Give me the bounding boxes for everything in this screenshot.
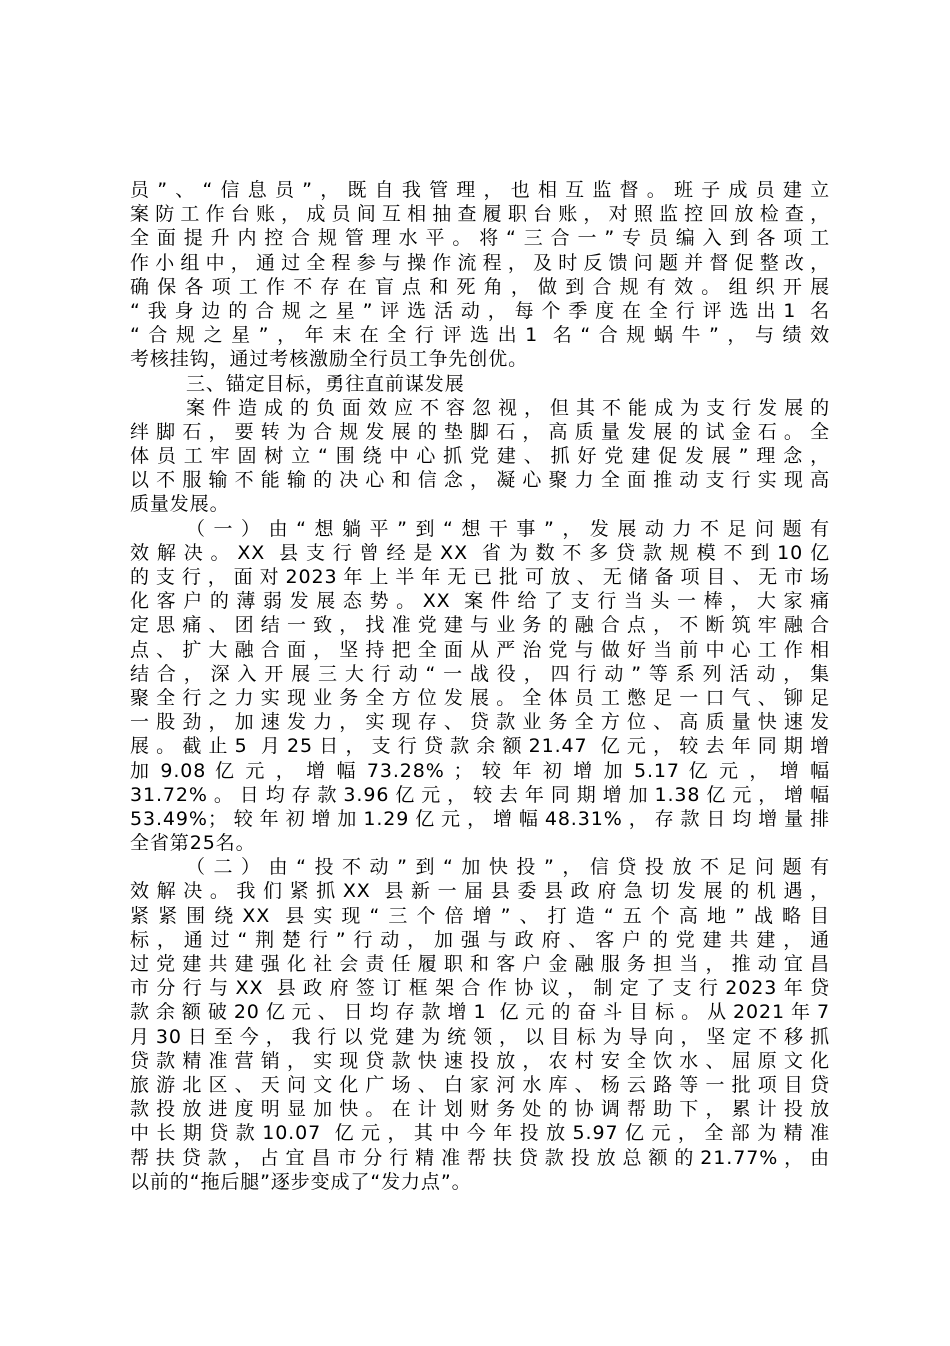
text-line: 市分行与XX 县政府签订框架合作协议，制定了支行2023年贷: [130, 977, 830, 1000]
text-line: 确保各项工作不存在盲点和死角，做到合规有效。组织开展: [130, 275, 830, 298]
document-body: [130, 178, 830, 1194]
text-line: “我身边的合规之星”评选活动，每个季度在全行评选出1 名: [130, 299, 830, 322]
text-line: 化客户的薄弱发展态势。XX 案件给了支行当头一棒，大家痛: [130, 590, 830, 613]
text-line: 标，通过“荆楚行”行动，加强与政府、客户的党建共建，通: [130, 928, 830, 951]
paragraph-end-line: 考核挂钩，通过考核激励全行员工争先创优。: [130, 348, 529, 371]
subsection-heading-line: （一）由“想躺平”到“想干事”，发展动力不足问题有: [186, 517, 830, 540]
text-line: 贷款精准营销，实现贷款快速投放，农村安全饮水、屈原文化: [130, 1049, 830, 1072]
text-line: 一股劲，加速发力，实现存、贷款业务全方位、高质量快速发: [130, 711, 830, 734]
text-line: 的支行，面对2023年上半年无已批可放、无储备项目、无市场: [130, 566, 830, 588]
text-line: “合规之星”，年末在全行评选出1 名“合规蜗牛”，与绩效: [130, 324, 830, 347]
text-line: 月30日至今，我行以党建为统领，以目标为导向，坚定不移抓: [130, 1025, 830, 1048]
text-line: 效解决。我们紧抓XX 县新一届县委县政府急切发展的机遇，: [130, 880, 830, 903]
paragraph-end-line: 以前的“拖后腿”逐步变成了“发力点”。: [130, 1170, 472, 1193]
text-line: 定思痛、团结一致，找准党建与业务的融合点，不断筑牢融合: [130, 614, 830, 637]
subsection-heading-line: （二）由“投不动”到“加快投”，信贷投放不足问题有: [186, 856, 830, 879]
text-line: 员”、“信息员”，既自我管理，也相互监督。班子成员建立: [130, 179, 830, 201]
text-line: 31.72%。日均存款3.96亿元，较去年同期增加1.38亿元，增幅: [130, 783, 830, 806]
text-line: 结合，深入开展三大行动“一战役，四行动”等系列活动，集: [130, 662, 830, 685]
paragraph-end-line: 质量发展。: [130, 493, 230, 516]
text-line: 款余额破20亿元、日均存款增1 亿元的奋斗目标。从2021年7: [130, 1001, 830, 1024]
text-line: 聚全行之力实现业务全方位发展。全体员工憋足一口气、铆足: [130, 686, 830, 709]
text-line: 绊脚石，要转为合规发展的垫脚石，高质量发展的试金石。全: [130, 420, 830, 443]
text-line: 体员工牢固树立“围绕中心抓党建、抓好党建促发展”理念，: [130, 445, 830, 468]
text-line: 中长期贷款10.07 亿元，其中今年投放5.97亿元，全部为精准: [130, 1122, 830, 1145]
paragraph-first-line: 案件造成的负面效应不容忽视，但其不能成为支行发展的: [186, 396, 830, 419]
text-line: 过党建共建强化社会责任履职和客户金融服务担当，推动宜昌: [130, 953, 830, 975]
text-line: 旅游北区、天问文化广场、白家河水库、杨云路等一批项目贷: [130, 1073, 830, 1096]
section-heading: 三、锚定目标，勇往直前谋发展: [186, 372, 465, 395]
text-line: 紧紧围绕XX 县实现“三个倍增”、打造“五个高地”战略目: [130, 904, 830, 927]
text-line: 53.49%；较年初增加1.29亿元，增幅48.31%，存款日均增量排: [130, 807, 830, 830]
text-line: 点、扩大融合面，坚持把全面从严治党与做好当前中心工作相: [130, 638, 830, 661]
text-line: 加 9.08 亿 元 ， 增 幅 73.28% ； 较 年 初 增 加 5.17 亿 元 ， 增 幅: [130, 759, 830, 782]
text-line: 效解决。XX 县支行曾经是XX 省为数不多贷款规模不到10亿: [130, 541, 830, 564]
text-line: 以不服输不能输的决心和信念，凝心聚力全面推动支行实现高: [130, 469, 830, 492]
text-line: 全面提升内控合规管理水平。将“三合一”专员编入到各项工: [130, 227, 830, 250]
text-line: 展。截止5 月25日，支行贷款余额21.47 亿元，较去年同期增: [130, 735, 830, 758]
text-line: 帮扶贷款，占宜昌市分行精准帮扶贷款投放总额的21.77%，由: [130, 1146, 830, 1169]
paragraph-end-line: 全省第25名。: [130, 832, 256, 855]
text-line: 案防工作台账，成员间互相抽查履职台账，对照监控回放检查，: [130, 203, 830, 226]
text-line: 作小组中，通过全程参与操作流程，及时反馈问题并督促整改，: [130, 251, 830, 274]
text-line: 款投放进度明显加快。在计划财务处的协调帮助下，累计投放: [130, 1098, 830, 1121]
